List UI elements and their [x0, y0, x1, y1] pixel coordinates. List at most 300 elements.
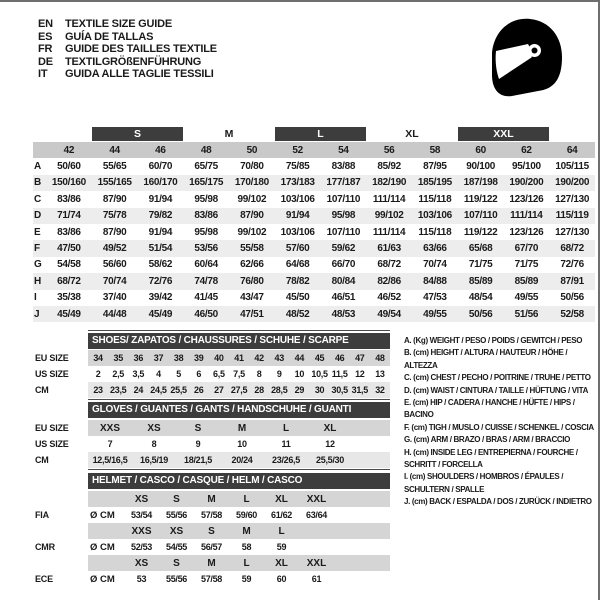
- size-group-l: L: [275, 127, 367, 141]
- table-cell: 87/90: [102, 193, 127, 205]
- size-label-cell: XS: [134, 557, 149, 569]
- helmet-size-row: [88, 555, 390, 571]
- row-label: H: [34, 275, 42, 287]
- spacer: [35, 555, 87, 571]
- table-cell: 83/88: [331, 161, 356, 173]
- row-label: J: [34, 308, 40, 320]
- helmet-size-row: [88, 523, 390, 539]
- size-label-cell: XXL: [306, 557, 327, 569]
- table-cell: 16,5/19: [140, 455, 168, 465]
- table-row: [88, 366, 390, 382]
- table-cell: 56/57: [200, 542, 223, 552]
- measurement-row-c: [33, 191, 595, 207]
- table-cell: 6: [196, 369, 202, 379]
- table-cell: 123/126: [509, 193, 544, 205]
- table-cell: 107/110: [463, 210, 498, 222]
- table-cell: 45/49: [57, 308, 81, 320]
- table-cell: 115/118: [418, 226, 452, 238]
- measurement-row-g: [33, 257, 595, 273]
- table-cell: 18/21,5: [184, 455, 212, 465]
- table-cell: 55/65: [102, 161, 127, 173]
- table-cell: 150/160: [51, 177, 86, 189]
- table-cell: 63/66: [423, 243, 447, 255]
- table-cell: 177/187: [326, 177, 361, 189]
- size-group-m: M: [224, 127, 234, 140]
- table-cell: 39: [194, 353, 204, 363]
- table-cell: 43: [274, 353, 284, 363]
- table-cell: 115/118: [418, 193, 452, 205]
- table-cell: 99/102: [237, 226, 267, 238]
- table-cell: 39/42: [148, 292, 173, 304]
- legend-item: D. (cm) WAIST / CINTURA / TAILLE / HÜFTUNG / VITA: [404, 385, 589, 395]
- table-cell: 46/51: [331, 292, 356, 304]
- size-number-cell: 46: [155, 144, 166, 156]
- table-cell: 71/74: [57, 210, 81, 222]
- size-group-xxl: XXL: [458, 127, 550, 141]
- table-cell: 31,5: [351, 385, 368, 395]
- table-cell: 2,5: [112, 369, 124, 379]
- table-row: [88, 382, 390, 398]
- table-cell: 173/183: [280, 177, 315, 189]
- size-label-cell: XL: [275, 493, 288, 505]
- size-number-cell: 58: [429, 144, 441, 156]
- table-cell: 87/91: [560, 275, 584, 287]
- table-cell: 105/115: [555, 161, 589, 173]
- table-cell: 34: [93, 353, 103, 363]
- table-cell: 83/86: [57, 226, 81, 238]
- table-cell: 10: [237, 439, 247, 449]
- table-cell: 62/66: [240, 259, 264, 271]
- size-number-cell: 44: [109, 144, 120, 156]
- table-cell: 74/78: [194, 275, 218, 287]
- table-cell: 85/89: [514, 275, 539, 287]
- language-title-list: [38, 18, 217, 81]
- table-cell: 68/72: [560, 243, 584, 255]
- row-label-ece: ECE: [35, 574, 53, 584]
- diameter-unit-label: Ø CM: [90, 541, 115, 553]
- gloves-table: [88, 420, 390, 468]
- table-cell: 25,5: [170, 385, 187, 395]
- table-cell: 61/62: [270, 510, 293, 520]
- row-label: EU SIZE: [35, 353, 69, 363]
- table-cell: 53: [136, 574, 147, 584]
- language-title: GUIDE DES TAILLES TEXTILE: [65, 43, 217, 56]
- table-cell: 37/40: [102, 292, 127, 304]
- language-code: EN: [38, 18, 53, 30]
- diameter-unit-label: Ø CM: [90, 573, 115, 585]
- language-title: GUÍA DE TALLAS: [65, 30, 154, 43]
- size-label-cell: L: [243, 493, 250, 505]
- table-cell: 99/102: [374, 210, 404, 222]
- language-row: [38, 43, 217, 56]
- table-cell: 115/119: [555, 210, 589, 222]
- table-cell: 48/53: [331, 308, 356, 320]
- table-cell: 160/170: [143, 177, 178, 189]
- table-cell: 70/74: [102, 275, 127, 287]
- table-cell: 7,5: [233, 369, 245, 379]
- table-cell: 95/98: [194, 226, 218, 238]
- size-number-cell: 64: [566, 144, 578, 156]
- table-cell: 67/70: [514, 243, 539, 255]
- legend-item: B. (cm) HEIGHT / ALTURA / HAUTEUR / HÖHE / ALTEZZA: [404, 348, 568, 370]
- table-cell: 43/47: [240, 292, 264, 304]
- spacer: [35, 523, 87, 539]
- table-cell: 48/54: [468, 292, 493, 304]
- language-title: TEXTILGRÖßENFÜHRUNG: [65, 55, 202, 68]
- row-label: A: [34, 161, 42, 173]
- measurement-row-e: [33, 224, 595, 240]
- table-cell: 59/60: [235, 510, 258, 520]
- size-label-cell: XL: [275, 557, 288, 569]
- table-cell: 3,5: [132, 369, 145, 379]
- size-number-cell: 56: [383, 144, 395, 156]
- table-cell: 103/106: [280, 193, 315, 205]
- table-cell: 55/56: [165, 574, 188, 584]
- divider-line: [88, 399, 390, 400]
- size-number-cell: 54: [338, 144, 349, 156]
- table-cell: 54/58: [57, 259, 81, 271]
- table-cell: 99/102: [237, 193, 267, 205]
- size-label-cell: XXL: [306, 493, 327, 505]
- table-cell: 127/130: [555, 193, 590, 205]
- measurement-row-f: [33, 240, 595, 256]
- table-cell: 187/198: [463, 177, 498, 189]
- table-cell: 13: [375, 369, 385, 379]
- table-cell: 60/64: [194, 259, 218, 271]
- table-cell: 46/50: [194, 308, 218, 320]
- table-cell: 87/90: [102, 226, 127, 238]
- table-cell: 58/62: [148, 259, 173, 271]
- language-row: [38, 18, 217, 31]
- row-label-fia: FIA: [35, 510, 49, 520]
- table-cell: 75/85: [285, 161, 310, 173]
- table-cell: 49/55: [514, 292, 539, 304]
- table-cell: 91/94: [148, 226, 173, 238]
- table-cell: 23,5: [110, 385, 127, 395]
- table-cell: 60: [276, 574, 287, 584]
- table-cell: 2: [95, 369, 101, 379]
- helmet-value-row-fia: [88, 507, 390, 523]
- divider-line: [88, 469, 390, 470]
- table-cell: 190/200: [509, 177, 544, 189]
- shoes-table: [88, 350, 390, 398]
- table-cell: 8: [256, 369, 262, 379]
- measurement-row-d: [33, 208, 595, 224]
- row-label: D: [34, 210, 42, 222]
- table-cell: 50/56: [468, 308, 493, 320]
- table-cell: 182/190: [372, 177, 407, 189]
- table-cell: 32: [375, 385, 385, 395]
- table-cell: 35/38: [57, 292, 81, 304]
- table-cell: 23/26,5: [272, 455, 300, 465]
- table-cell: 36: [133, 353, 144, 363]
- table-cell: 103/106: [417, 210, 452, 222]
- row-label: EU SIZE: [35, 423, 69, 433]
- language-title: TEXTILE SIZE GUIDE: [65, 18, 173, 30]
- size-label-cell: L: [278, 525, 285, 537]
- table-cell: 29: [294, 385, 305, 395]
- language-code: IT: [38, 68, 48, 81]
- table-cell: 72/76: [560, 259, 584, 271]
- gloves-section-title-bar: GLOVES / GUANTES / GANTS / HANDSCHUHE / GUANTI: [88, 402, 390, 418]
- table-cell: 26: [194, 385, 204, 395]
- measurement-row-a: [33, 158, 595, 174]
- table-cell: 38: [173, 353, 184, 363]
- table-cell: 53/54: [130, 510, 153, 520]
- table-cell: 10: [294, 369, 305, 379]
- table-cell: 185/195: [417, 177, 452, 189]
- table-cell: XXS: [99, 422, 120, 434]
- table-cell: 28,5: [271, 385, 288, 395]
- table-cell: 65/68: [468, 243, 493, 255]
- spacer: [35, 491, 87, 507]
- row-label: E: [34, 226, 41, 238]
- table-cell: 63/64: [305, 510, 328, 520]
- size-label-cell: S: [208, 525, 215, 537]
- table-cell: 52/58: [560, 308, 584, 320]
- measurement-row-j: [33, 306, 595, 322]
- table-cell: 95/98: [331, 210, 356, 222]
- size-number-cell: 52: [292, 144, 303, 156]
- helmet-row-labels: [35, 491, 87, 587]
- table-cell: 37: [153, 353, 164, 363]
- row-label: I: [34, 292, 37, 304]
- table-cell: 95/98: [194, 193, 218, 205]
- table-cell: 165/175: [189, 177, 224, 189]
- measurement-row-i: [33, 290, 595, 306]
- table-cell: 49/52: [102, 243, 127, 255]
- table-cell: 90/100: [466, 161, 496, 173]
- helmet-section-title-bar: HELMET / CASCO / CASQUE / HELM / CASCO: [88, 473, 390, 489]
- size-number-cell: 48: [200, 144, 212, 156]
- table-cell: 76/80: [240, 275, 264, 287]
- table-cell: 55/56: [165, 510, 188, 520]
- table-cell: 30,5: [331, 385, 348, 395]
- table-cell: 7: [107, 439, 113, 449]
- table-cell: 30: [314, 385, 325, 395]
- table-cell: 45/50: [285, 292, 310, 304]
- table-cell: 111/114: [372, 226, 406, 238]
- table-row: [88, 452, 390, 468]
- size-label-cell: S: [173, 557, 180, 569]
- table-cell: 50/56: [560, 292, 584, 304]
- size-label-cell: M: [207, 493, 216, 505]
- table-cell: 87/95: [423, 161, 447, 173]
- table-row: [88, 420, 390, 436]
- row-label: US SIZE: [35, 369, 69, 379]
- table-cell: 71/75: [514, 259, 539, 271]
- table-cell: 6,5: [213, 369, 225, 379]
- table-cell: 84/88: [423, 275, 447, 287]
- table-cell: M: [237, 422, 247, 434]
- size-group-s: S: [92, 127, 184, 141]
- table-cell: 60/70: [148, 161, 173, 173]
- size-number-cell: 42: [63, 144, 75, 156]
- legend-item: E. (cm) HIP / CADERA / HANCHE / HÜFTE / HIPS / BACINO: [404, 398, 575, 420]
- language-row: [38, 68, 217, 81]
- table-cell: 42: [254, 353, 264, 363]
- table-cell: 70/74: [423, 259, 447, 271]
- table-cell: 66/70: [331, 259, 356, 271]
- table-cell: 44/48: [102, 308, 127, 320]
- table-cell: XL: [323, 422, 337, 434]
- legend-item: F. (cm) TIGH / MUSLO / CUISSE / SCHENKEL / COSCIA: [404, 422, 594, 432]
- table-cell: 47: [355, 353, 365, 363]
- table-cell: 47/50: [57, 243, 81, 255]
- table-cell: 68/72: [377, 259, 401, 271]
- size-label-cell: XS: [134, 493, 149, 505]
- table-cell: 51/56: [514, 308, 539, 320]
- row-label: F: [34, 243, 41, 255]
- table-cell: 57/58: [200, 510, 223, 520]
- shoes-row-labels: [35, 350, 87, 398]
- table-cell: 49/55: [423, 308, 447, 320]
- table-cell: 91/94: [285, 210, 310, 222]
- table-cell: 61/63: [377, 243, 401, 255]
- table-cell: 80/84: [331, 275, 356, 287]
- row-label: B: [34, 177, 42, 189]
- table-cell: 57/58: [200, 574, 223, 584]
- table-cell: 56/60: [102, 259, 127, 271]
- table-cell: 49/54: [377, 308, 401, 320]
- helmet-size-row: [88, 491, 390, 507]
- diameter-unit-label: Ø CM: [90, 509, 115, 521]
- row-label-cmr: CMR: [35, 542, 55, 552]
- table-cell: 82/86: [377, 275, 401, 287]
- table-cell: 11: [281, 439, 291, 449]
- table-cell: 59: [276, 542, 287, 552]
- table-cell: 41/45: [194, 292, 218, 304]
- language-code: FR: [38, 43, 53, 56]
- table-row: [88, 436, 390, 452]
- table-cell: 48: [375, 353, 385, 363]
- table-cell: 12,5/16,5: [92, 455, 128, 465]
- size-number-cell: 62: [521, 144, 532, 156]
- helmet-value-row-cmr: [88, 539, 390, 555]
- size-number-row: [33, 142, 595, 158]
- row-label: CM: [35, 385, 49, 395]
- table-cell: 8: [151, 439, 157, 449]
- table-cell: 71/75: [468, 259, 493, 271]
- racing-helmet-icon: [488, 16, 564, 108]
- table-cell: 55/58: [240, 243, 264, 255]
- table-cell: 48/52: [285, 308, 310, 320]
- size-group-row: [33, 126, 595, 141]
- table-cell: 9: [276, 369, 282, 379]
- table-cell: 45: [314, 353, 325, 363]
- table-cell: 46/52: [377, 292, 401, 304]
- table-cell: 53/56: [194, 243, 218, 255]
- measurement-legend: [404, 335, 596, 509]
- table-cell: 111/114: [372, 193, 406, 205]
- size-label-cell: S: [173, 493, 180, 505]
- size-group-xl: XL: [405, 127, 419, 140]
- table-cell: 20/24: [231, 455, 253, 465]
- table-cell: 44: [294, 353, 305, 363]
- measurement-row-b: [33, 175, 595, 191]
- table-cell: 85/89: [468, 275, 493, 287]
- table-cell: 24: [133, 385, 144, 395]
- table-cell: 91/94: [148, 193, 173, 205]
- table-cell: 119/122: [463, 193, 498, 205]
- language-row: [38, 31, 217, 44]
- table-cell: 87/90: [240, 210, 264, 222]
- table-cell: 95/100: [511, 161, 541, 173]
- table-cell: L: [282, 422, 290, 434]
- main-size-table: [33, 126, 595, 322]
- table-cell: 4: [156, 369, 161, 379]
- table-cell: 23: [93, 385, 103, 395]
- size-label-cell: M: [242, 525, 251, 537]
- table-cell: 79/82: [148, 210, 173, 222]
- row-label: CM: [35, 455, 49, 465]
- size-label-cell: XS: [169, 525, 184, 537]
- table-cell: 58: [241, 542, 252, 552]
- table-cell: XS: [147, 422, 161, 434]
- table-cell: 46: [334, 353, 345, 363]
- language-title: GUIDA ALLE TAGLIE TESSILI: [65, 68, 214, 81]
- divider-line: [88, 330, 390, 331]
- table-cell: 10,5: [311, 369, 328, 379]
- size-number-cell: 60: [475, 144, 486, 156]
- table-cell: 28: [254, 385, 264, 395]
- table-cell: 50/60: [57, 161, 81, 173]
- table-cell: 12: [325, 439, 335, 449]
- table-cell: 123/126: [509, 226, 544, 238]
- table-cell: 70/80: [240, 161, 264, 173]
- table-cell: 45/49: [148, 308, 173, 320]
- table-cell: 68/72: [57, 275, 81, 287]
- language-code: DE: [38, 55, 53, 68]
- shoes-section-title-bar: SHOES/ ZAPATOS / CHAUSSURES / SCHUHE / SCARPE: [88, 333, 390, 349]
- legend-item: C. (cm) CHEST / PECHO / POITRINE / TRUHE / PETTO: [404, 373, 591, 383]
- table-cell: 119/122: [463, 226, 498, 238]
- table-cell: 35: [113, 353, 123, 363]
- size-number-cell: 50: [246, 144, 258, 156]
- table-cell: 170/180: [234, 177, 269, 189]
- table-cell: 127/130: [555, 226, 590, 238]
- table-cell: 47/53: [423, 292, 447, 304]
- table-cell: 40: [214, 353, 224, 363]
- table-cell: 59/62: [331, 243, 356, 255]
- table-row: [88, 350, 390, 366]
- table-cell: 51/54: [148, 243, 173, 255]
- table-cell: 111/114: [510, 210, 543, 222]
- language-code: ES: [38, 30, 53, 43]
- table-cell: 75/78: [102, 210, 127, 222]
- table-cell: 61: [311, 574, 322, 584]
- row-label: G: [34, 259, 42, 271]
- table-cell: 65/75: [194, 161, 218, 173]
- row-label: US SIZE: [35, 439, 69, 449]
- table-cell: 54/55: [165, 542, 188, 552]
- table-cell: 27,5: [230, 385, 248, 395]
- table-cell: 107/110: [326, 193, 361, 205]
- table-cell: 5: [176, 369, 181, 379]
- table-cell: 24,5: [150, 385, 167, 395]
- table-cell: 85/92: [377, 161, 401, 173]
- table-cell: 83/86: [57, 193, 81, 205]
- legend-item: G. (cm) ARM / BRAZO / BRAS / ARM / BRACCIO: [404, 435, 571, 445]
- table-cell: 52/53: [130, 542, 153, 552]
- language-row: [38, 56, 217, 69]
- table-cell: 41: [234, 353, 244, 363]
- table-cell: 27: [214, 385, 224, 395]
- table-cell: 107/110: [326, 226, 361, 238]
- helmet-value-row-ece: [88, 571, 390, 587]
- table-cell: 190/200: [555, 177, 590, 189]
- table-cell: 12: [355, 369, 365, 379]
